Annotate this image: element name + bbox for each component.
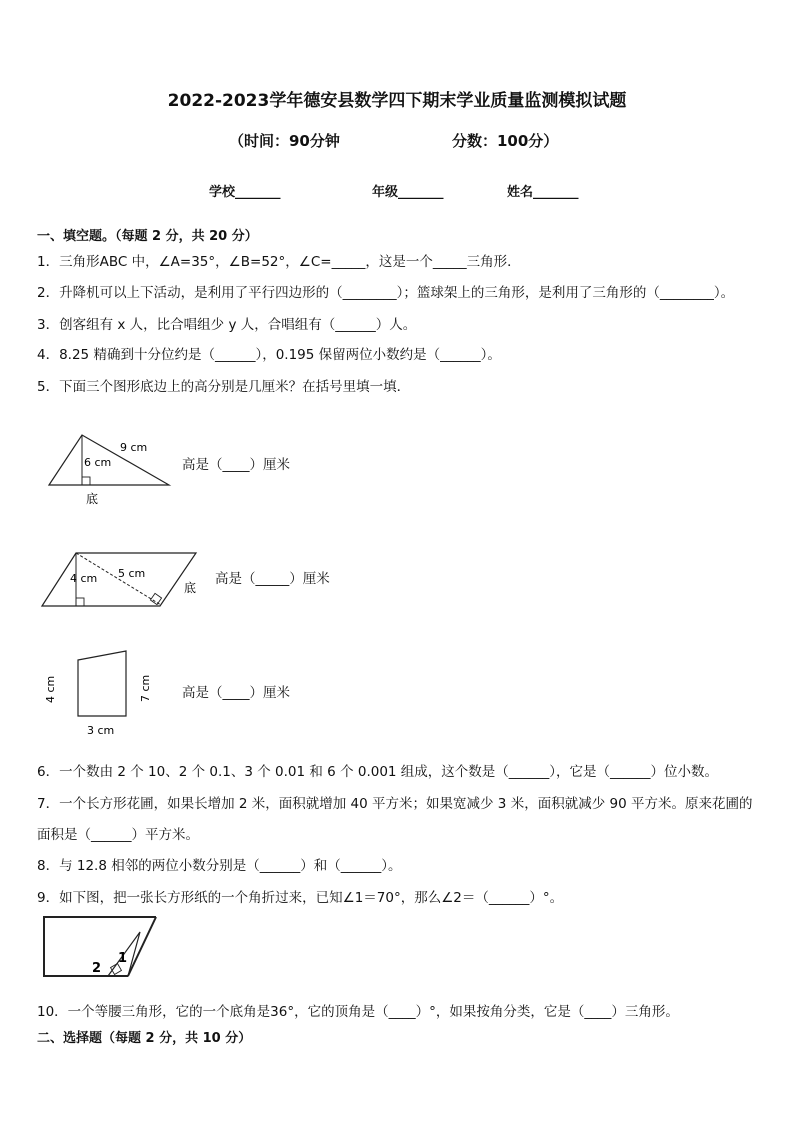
parallelogram-height-answer: 高是（_____）厘米 (215, 571, 330, 587)
triangle-base-label: 底 (86, 492, 99, 506)
trapezoid-figure (38, 646, 158, 741)
parallelogram-side-label: 4 cm (70, 572, 98, 585)
trapezoid-height-answer: 高是（____）厘米 (182, 685, 290, 701)
question-8: 8．与 12.8 相邻的两位小数分别是（______）和（______）。 (37, 858, 402, 874)
triangle-height-label: 6 cm (84, 456, 112, 469)
triangle-height-answer: 高是（____）厘米 (182, 457, 290, 473)
parallelogram-diag-label: 5 cm (118, 567, 146, 580)
parallelogram-base-label: 底 (184, 581, 197, 595)
question-5: 5．下面三个图形底边上的高分别是几厘米？在括号里填一填． (37, 379, 411, 395)
section-1-heading: 一、填空题。（每题 2 分，共 20 分） (37, 229, 258, 244)
triangle-figure (40, 430, 180, 510)
name-field[interactable]: 姓名_______ (507, 185, 579, 200)
question-4: 4．8.25 精确到十分位约是（______），0.195 保留两位小数约是（______）。 (37, 347, 501, 363)
fold-angle-2-label: 2 (92, 961, 102, 976)
question-6: 6．一个数由 2 个 10、2 个 0.1、3 个 0.01 和 6 个 0.001 组成，这个数是（______），它是（______）位小数。 (37, 764, 719, 780)
question-7-continued: 面积是（______）平方米。 (37, 827, 199, 843)
question-1: 1．三角形ABC 中，∠A=35°，∠B=52°，∠C=_____，这是一个_____三角形． (37, 254, 521, 270)
question-10: 10．一个等腰三角形，它的一个底角是36°，它的顶角是（____）°，如果按角分类，它是（____）三角形。 (37, 1004, 679, 1020)
question-3: 3．创客组有 x 人，比合唱组少 y 人，合唱组有（______）人。 (37, 317, 417, 333)
trapezoid-left-label: 4 cm (44, 675, 57, 703)
question-9: 9．如下图，把一张长方形纸的一个角折过来，已知∠1＝70°，那么∠2＝（______）°。 (37, 890, 564, 906)
question-2: 2．升降机可以上下活动，是利用了平行四边形的（________）；篮球架上的三角形，是利用了三角形的（________）。 (37, 285, 735, 301)
section-2-heading: 二、选择题（每题 2 分，共 10 分） (37, 1031, 252, 1046)
folded-paper-figure (40, 914, 160, 980)
question-7: 7．一个长方形花圃，如果长增加 2 米，面积就增加 40 平方米；如果宽减少 3 米，面积就减少 90 平方米。原来花圃的 (37, 796, 753, 812)
fold-angle-1-label: 1 (118, 951, 128, 966)
grade-field[interactable]: 年级_______ (372, 185, 444, 200)
school-field[interactable]: 学校_______ (209, 185, 281, 200)
parallelogram-figure (38, 548, 208, 613)
exam-time: （时间：90分钟 (229, 132, 340, 150)
triangle-side-label: 9 cm (120, 441, 148, 454)
exam-score: 分数：100分） (452, 132, 559, 150)
trapezoid-right-label: 7 cm (139, 674, 152, 702)
trapezoid-bottom-label: 3 cm (87, 724, 115, 737)
page-title: 2022-2023学年德安县数学四下期末学业质量监测模拟试题 (167, 91, 627, 111)
